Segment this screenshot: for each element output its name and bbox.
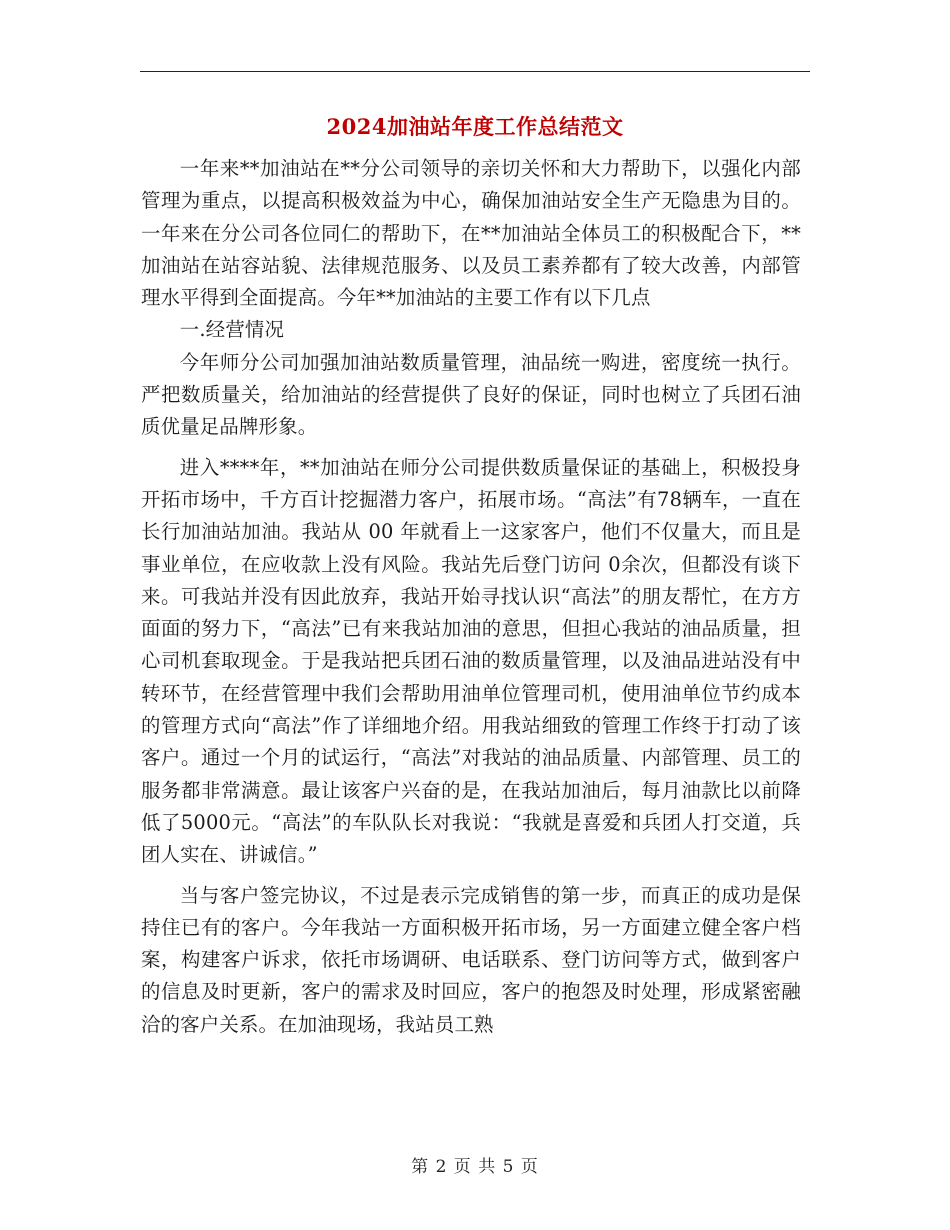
paragraph-market: 进入****年，**加油站在师分公司提供数质量保证的基础上，积极投身开拓市场中，千方百计挖掘潜力客户，拓展市场。“高法”有78辆车，一直在长行加油站加油。我站从 00 年就看上一这家客户，他们不仅量大，而且是事业单位，在应收款上没有风险。我站先后登门访问 0余次，但都没有谈下来。可我站并没有因此放弃，我站开始寻找认识“高法”的朋友帮忙，在方方面面的努力下，“高法”已有来我站加油的意思，但担心我站的油品质量，担心司机套取现金。于是我站把兵团石油的数质量管理，以及油品进站没有中转环节，在经营管理中我们会帮助用油单位管理司机，使用油单位节约成本的管理方式向“高法”作了详细地介绍。用我站细致的管理工作终于打动了该客户。通过一个月的试运行，“高法”对我站的油品质量、内部管理、员工的服务都非常满意。最让该客户兴奋的是，在我站加油后，每月油款比以前降低了5000元。“高法”的车队队长对我说：“我就是喜爱和兵团人打交道，兵团人实在、讲诚信。”	[141, 455, 801, 867]
header-rule	[140, 71, 810, 72]
page-number-footer: 第 2 页 共 5 页	[411, 1157, 539, 1177]
document-body	[141, 153, 801, 1041]
document-title: 2024加油站年度工作总结范文	[326, 114, 624, 139]
paragraph-customers: 当与客户签完协议，不过是表示完成销售的第一步，而真正的成功是保持住已有的客户。今年我站一方面积极开拓市场，另一方面建立健全客户档案，构建客户诉求，依托市场调研、电话联系、登门访问等方式，做到客户的信息及时更新，客户的需求及时回应，客户的抱怨及时处理，形成紧密融洽的客户关系。在加油现场，我站员工熟	[141, 883, 801, 1036]
paragraph-quality: 今年师分公司加强加油站数质量管理，油品统一购进，密度统一执行。严把数质量关，给加油站的经营提供了良好的保证，同时也树立了兵团石油质优量足品牌形象。	[141, 350, 801, 439]
paragraph-intro: 一年来**加油站在**分公司领导的亲切关怀和大力帮助下，以强化内部管理为重点，以提高积极效益为中心，确保加油站安全生产无隐患为目的。一年来在分公司各位同仁的帮助下，在**加油站全体员工的积极配合下，**加油站在站容站貌、法律规范服务、以及员工素养都有了较大改善，内部管理水平得到全面提高。今年**加油站的主要工作有以下几点	[141, 157, 801, 310]
section-heading-operations: 一.经营情况	[179, 318, 285, 342]
